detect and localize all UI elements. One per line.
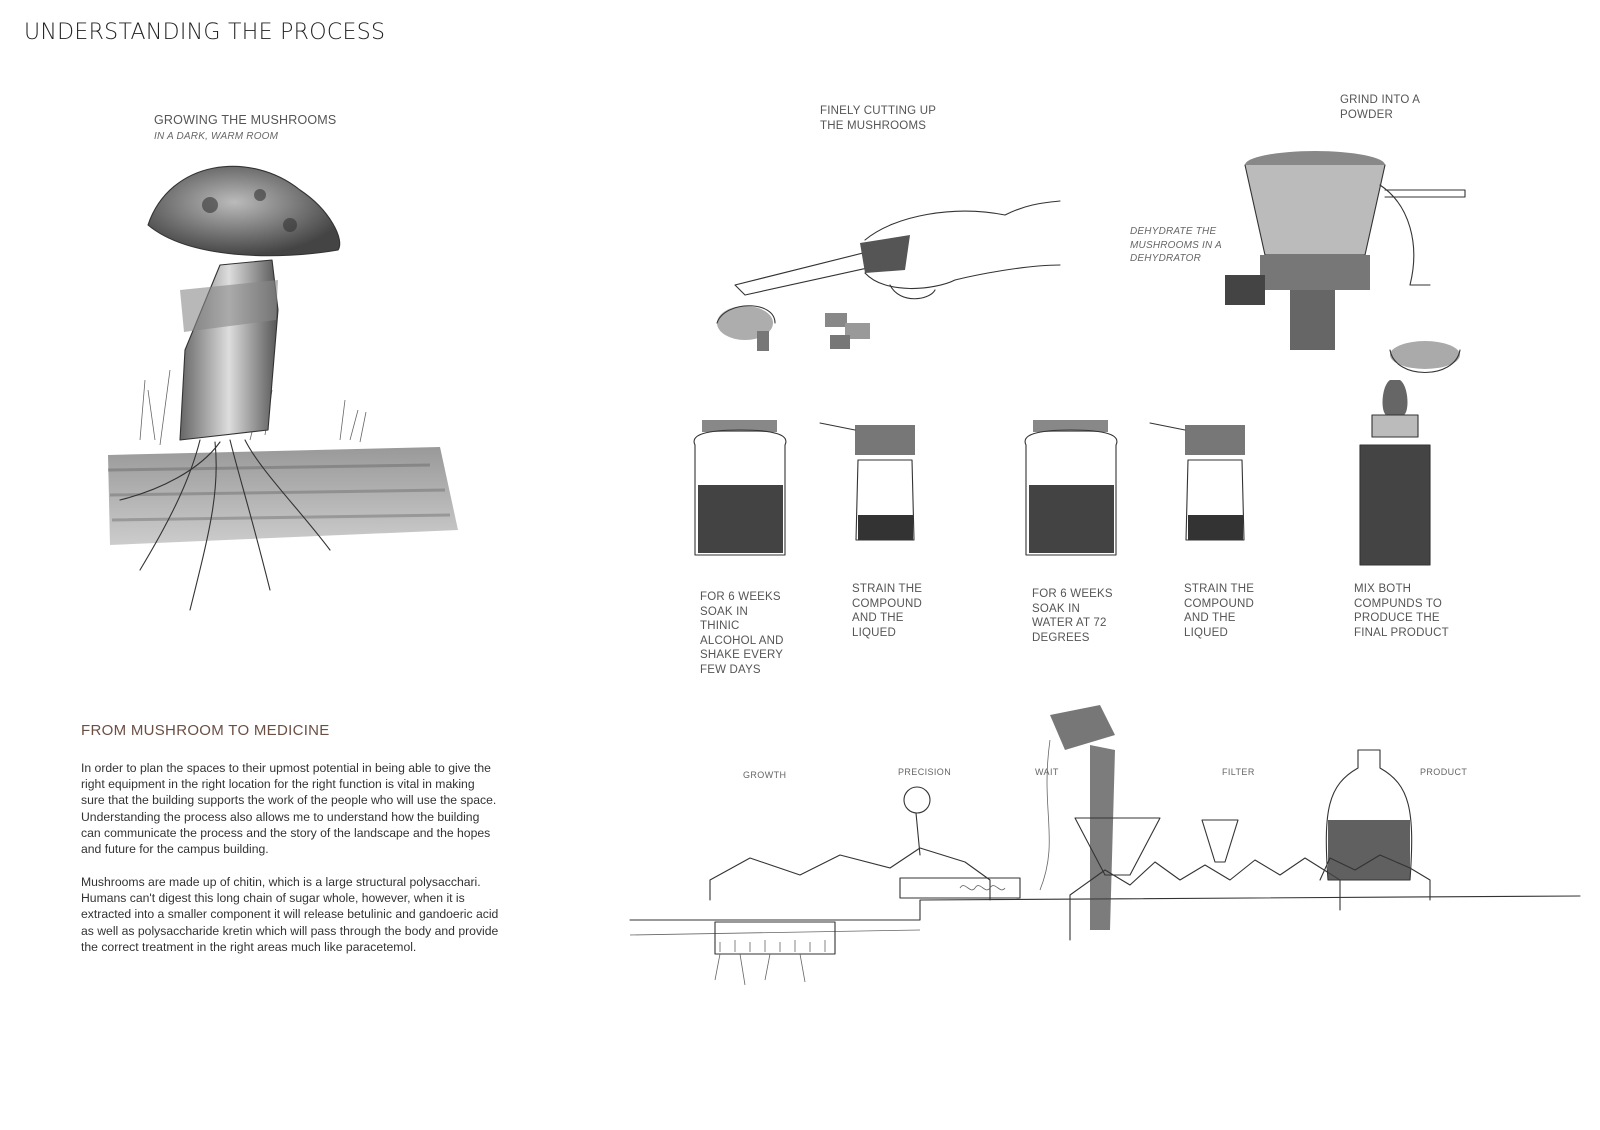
jars-illustration <box>690 415 1450 575</box>
stage-growth-label: GROWTH <box>743 770 787 780</box>
step-soak-alcohol-label: FOR 6 WEEKS SOAK IN THINIC ALCOHOL AND SHAKE EVERY FEW DAYS <box>700 591 784 676</box>
stage-product-label: PRODUCT <box>1420 767 1468 777</box>
growing-subtitle: IN A DARK, WARM ROOM <box>154 131 279 142</box>
building-section-diagram <box>620 690 1540 1010</box>
mushroom-illustration <box>100 150 480 630</box>
medicine-heading: FROM MUSHROOM TO MEDICINE <box>81 722 330 739</box>
grinder-illustration <box>1210 145 1500 395</box>
paragraph-chitin: Mushrooms are made up of chitin, which is a large structural polysacchari. Humans can't digest this long chain of sugar whole, however, when it is extracted into a smaller component it will release betulinic and gandoeric acid as well as polysaccharide kretin which will pass through the body and provide the correct treatment in the right areas much like paracetemol. <box>81 875 499 954</box>
step-dehydrate-label: DEHYDRATE THE MUSHROOMS IN A DEHYDRATOR <box>1130 226 1222 264</box>
step-mix-label: MIX BOTH COMPUNDS TO PRODUCE THE FINAL PRODUCT <box>1354 583 1449 639</box>
stage-filter-label: FILTER <box>1222 767 1255 777</box>
step-grind-label: GRIND INTO A POWDER <box>1340 94 1420 121</box>
step-strain-2-label: STRAIN THE COMPOUND AND THE LIQUED <box>1184 583 1255 639</box>
page-title: UNDERSTANDING THE PROCESS <box>24 20 386 45</box>
stage-wait-label: WAIT <box>1035 767 1059 777</box>
growing-title: GROWING THE MUSHROOMS <box>154 113 337 127</box>
paragraph-process: In order to plan the spaces to their upmost potential in being able to give the right equipment in the right location for the right function is vital in making sure that the building supports the work of the people who will use the space. Understanding the process also allows me to understand how the building can communicate the process and the story of the landscape and the hopes and future for the campus building. <box>81 761 497 857</box>
cutting-illustration <box>705 195 1065 370</box>
step-cutting-label: FINELY CUTTING UP THE MUSHROOMS <box>820 105 936 132</box>
stage-precision-label: PRECISION <box>898 767 952 777</box>
step-strain-1-label: STRAIN THE COMPOUND AND THE LIQUED <box>852 583 923 639</box>
step-soak-water-label: FOR 6 WEEKS SOAK IN WATER AT 72 DEGREES <box>1032 588 1113 644</box>
